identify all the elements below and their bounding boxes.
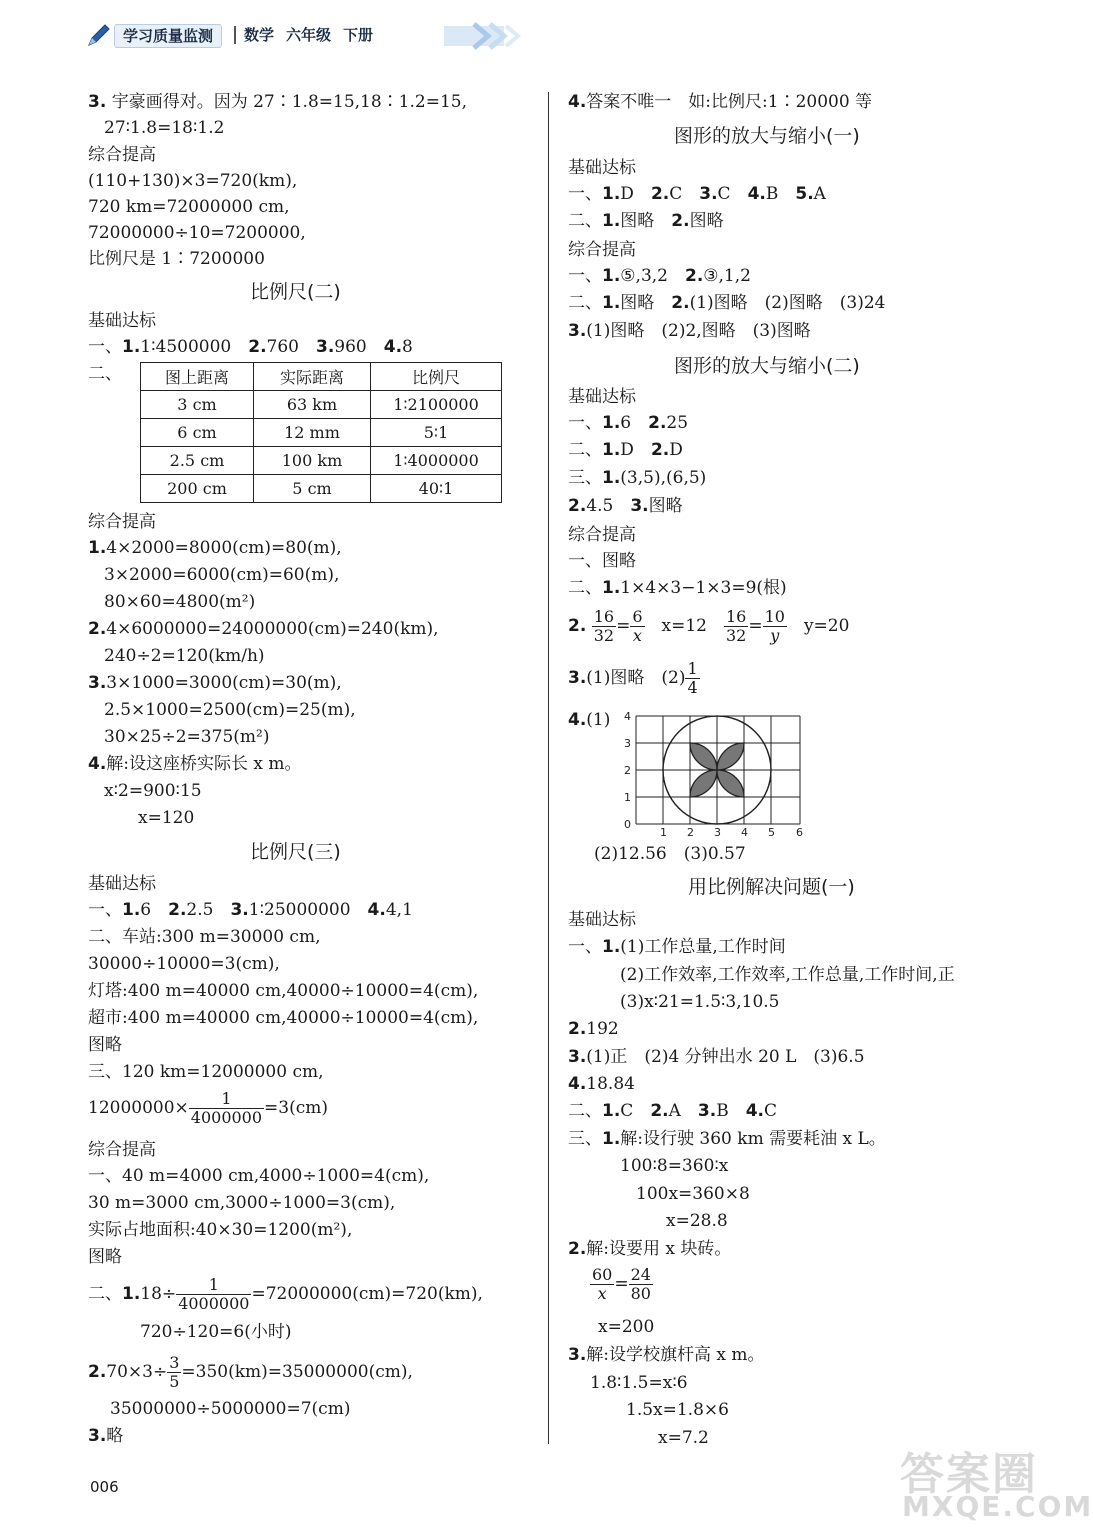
answer-line: 72000000÷10=7200000,	[88, 223, 306, 243]
answer-line: 2.4.5 3.图略	[568, 496, 683, 516]
answer-line: 二、1.1×4×3−1×3=9(根)	[568, 578, 787, 598]
answer-line: 图略	[88, 1035, 122, 1055]
watermark-logo: 答案圈	[900, 1449, 1038, 1500]
answer-line: (2)工作效率,工作效率,工作总量,工作时间,正	[620, 965, 955, 985]
answer-line: 三、120 km=12000000 cm,	[88, 1062, 324, 1082]
answer-line: 二、1.图略 2.(1)图略 (2)图略 (3)24	[568, 293, 886, 313]
y-tick-label: 0	[624, 818, 631, 831]
table-header: 图上距离	[141, 363, 254, 391]
answer-line: 1.8∶1.5=x∶6	[590, 1373, 688, 1393]
fraction: $\frac{24}{80}$	[630, 1265, 651, 1303]
section-title: 图形的放大与缩小(二)	[674, 355, 860, 377]
answer-line: 4.答案不唯一 如:比例尺:1∶20000 等	[568, 92, 873, 112]
x-tick-label: 4	[741, 826, 748, 839]
watermark-url: MXQE.COM	[902, 1490, 1093, 1523]
answer-line: 一、1.⑤,3,2 2.③,1,2	[568, 266, 751, 286]
answer-line: 二、	[88, 364, 122, 384]
answer-line: 30 m=3000 cm,3000÷1000=3(cm),	[88, 1193, 396, 1213]
answer-line: 2.4×6000000=24000000(cm)=240(km),	[88, 619, 439, 639]
section-title: 比例尺(三)	[250, 841, 341, 863]
section-label: 基础达标	[88, 311, 156, 331]
answer-line: 3.(1)图略 (2) $\frac{1}{4}$	[568, 659, 698, 697]
answer-line: 一、1.D 2.C 3.C 4.B 5.A	[568, 184, 826, 204]
answer-line: 30×25÷2=375(m²)	[104, 727, 270, 747]
section-title: 图形的放大与缩小(一)	[674, 125, 860, 147]
answer-line: 一、1.(1)工作总量,工作时间	[568, 937, 786, 957]
section-label: 基础达标	[568, 387, 636, 407]
x-tick-label: 2	[687, 826, 694, 839]
answer-line: 3.(1)图略 (2)2,图略 (3)图略	[568, 321, 811, 341]
arrow-decoration-icon	[444, 20, 524, 52]
answer-line: 3.解:设学校旗杆高 x m。	[568, 1345, 765, 1365]
section-label: 基础达标	[568, 910, 636, 930]
x-tick-label: 3	[714, 826, 721, 839]
table-cell: 5 cm	[254, 475, 371, 503]
x-tick-label: 1	[660, 826, 667, 839]
answer-line: 3.(1)正 (2)4 分钟出水 20 L (3)6.5	[568, 1047, 865, 1067]
answer-line: 超市:400 m=40000 cm,40000÷10000=4(cm),	[88, 1008, 479, 1028]
answer-line: 一、图略	[568, 551, 636, 571]
answer-line: 比例尺是 1∶7200000	[88, 249, 265, 269]
fraction: $\frac{60}{x}$	[592, 1265, 613, 1303]
table-cell: 200 cm	[141, 475, 254, 503]
series-title: 学习质量监测	[114, 24, 222, 48]
answer-line: 3×2000=6000(cm)=60(m),	[104, 565, 340, 585]
grid-figure	[620, 708, 820, 838]
table-row	[141, 391, 502, 419]
answer-line: 2.5×1000=2500(cm)=25(m),	[104, 700, 356, 720]
table-cell: 40∶1	[371, 475, 502, 503]
answer-line: 一、1.6 2.25	[568, 413, 689, 433]
table-cell: 100 km	[254, 447, 371, 475]
answer-line: 2. $\frac{16}{32}$ = $\frac{6}{x}$ x=12 $\frac{16}{32}$ = $\frac{10}{y}$ y=20	[568, 607, 850, 645]
y-tick-label: 2	[624, 764, 631, 777]
answer-line: 图略	[88, 1247, 122, 1267]
answer-line: 12000000× $\frac{1}{4000000}$ =3(cm)	[88, 1089, 329, 1127]
section-title: 比例尺(二)	[250, 281, 341, 303]
answer-line: 720 km=72000000 cm,	[88, 197, 290, 217]
table-header: 比例尺	[371, 363, 502, 391]
table-row	[141, 475, 502, 503]
answer-line: x=7.2	[658, 1428, 709, 1448]
answer-line: 240÷2=120(km/h)	[104, 646, 265, 666]
table-cell: 63 km	[254, 391, 371, 419]
answer-line: (2)12.56 (3)0.57	[594, 844, 746, 864]
answer-line: 三、1.解:设行驶 360 km 需要耗油 x L。	[568, 1129, 886, 1149]
header-divider	[234, 26, 236, 44]
answer-line: 2.192	[568, 1019, 619, 1039]
answer-line: 3.3×1000=3000(cm)=30(m),	[88, 673, 342, 693]
answer-line: 30000÷10000=3(cm),	[88, 954, 280, 974]
table-row	[141, 419, 502, 447]
y-tick-label: 4	[624, 710, 631, 723]
y-tick-label: 3	[624, 737, 631, 750]
table-cell: 6 cm	[141, 419, 254, 447]
scale-table	[140, 362, 502, 503]
answer-line: (3)x∶21=1.5∶3,10.5	[620, 992, 780, 1012]
answer-line: 二、1.C 2.A 3.B 4.C	[568, 1101, 777, 1121]
section-label: 基础达标	[88, 874, 156, 894]
page-number: 006	[90, 1478, 119, 1496]
fraction: $\frac{16}{32}$	[725, 607, 747, 645]
fraction: $\frac{1}{4000000}$	[190, 1089, 263, 1127]
section-label: 综合提高	[568, 525, 636, 545]
answer-line: 35000000÷5000000=7(cm)	[110, 1399, 351, 1419]
answer-line: 4.解:设这座桥实际长 x m。	[88, 754, 302, 774]
answer-line: 实际占地面积:40×30=1200(m²),	[88, 1220, 353, 1240]
fraction: $\frac{1}{4000000}$	[178, 1275, 250, 1313]
table-cell: 2.5 cm	[141, 447, 254, 475]
answer-line: 2.70×3÷ $\frac{3}{5}$ =350(km)=35000000(cm),	[88, 1353, 413, 1391]
answer-line: x=200	[598, 1317, 655, 1337]
fraction: $\frac{1}{4}$	[687, 659, 698, 697]
table-cell: 3 cm	[141, 391, 254, 419]
pen-icon	[86, 22, 112, 48]
column-divider	[548, 92, 549, 1444]
volume-label: 下册	[343, 26, 374, 44]
answer-line: 一、1.6 2.2.5 3.1∶25000000 4.4,1	[88, 900, 413, 920]
grade-label: 六年级	[286, 26, 332, 44]
fraction: $\frac{10}{y}$	[764, 607, 785, 645]
y-tick-label: 1	[624, 791, 631, 804]
book-info	[244, 24, 385, 46]
answer-line: 100x=360×8	[636, 1184, 750, 1204]
subject-label: 数学	[244, 26, 275, 44]
section-title: 用比例解决问题(一)	[688, 876, 855, 898]
answer-line: x=120	[138, 808, 195, 828]
answer-line: 2.解:设要用 x 块砖。	[568, 1239, 732, 1259]
answer-line: 100∶8=360∶x	[620, 1156, 729, 1176]
answer-line: x∶2=900∶15	[104, 781, 202, 801]
page-header	[86, 20, 546, 52]
table-header: 实际距离	[254, 363, 371, 391]
answer-line: 3. 宇豪画得对。因为 27∶1.8=15,18∶1.2=15,	[88, 92, 468, 112]
answer-line: 4.18.84	[568, 1074, 635, 1094]
answer-line: 3.略	[88, 1426, 124, 1446]
section-label: 基础达标	[568, 158, 636, 178]
answer-line: (110+130)×3=720(km),	[88, 171, 298, 191]
answer-line: 4.(1)	[568, 710, 611, 730]
answer-line: 灯塔:400 m=40000 cm,40000÷10000=4(cm),	[88, 981, 479, 1001]
table-cell: 1∶4000000	[371, 447, 502, 475]
fraction: $\frac{3}{5}$	[169, 1353, 180, 1391]
table-cell: 1∶2100000	[371, 391, 502, 419]
section-label: 综合提高	[568, 240, 636, 260]
x-tick-label: 6	[796, 826, 803, 839]
answer-line: 1.5x=1.8×6	[626, 1400, 729, 1420]
table-cell: 5∶1	[371, 419, 502, 447]
section-label: 综合提高	[88, 1140, 156, 1160]
section-label: 综合提高	[88, 512, 156, 532]
answer-line: 二、车站:300 m=30000 cm,	[88, 927, 321, 947]
answer-line: 720÷120=6(小时)	[140, 1322, 292, 1342]
answer-line: 27∶1.8=18∶1.2	[104, 118, 225, 138]
answer-line: 二、1.D 2.D	[568, 440, 683, 460]
section-label: 综合提高	[88, 145, 156, 165]
answer-line: 三、1.(3,5),(6,5)	[568, 468, 707, 488]
answer-line: 80×60=4800(m²)	[104, 592, 256, 612]
answer-line: 二、1.图略 2.图略	[568, 211, 724, 231]
answer-line: x=28.8	[666, 1211, 728, 1231]
table-header-row	[141, 363, 502, 391]
answer-line: $\frac{60}{x}$ = $\frac{24}{80}$	[592, 1265, 651, 1303]
answer-line: 一、1.1∶4500000 2.760 3.960 4.8	[88, 337, 413, 357]
table-cell: 12 mm	[254, 419, 371, 447]
x-tick-label: 5	[768, 826, 775, 839]
table-row	[141, 447, 502, 475]
fraction: $\frac{16}{32}$	[593, 607, 615, 645]
fraction: $\frac{6}{x}$	[632, 607, 643, 645]
answer-line: 二、1.18÷ $\frac{1}{4000000}$ =72000000(cm)=720(km),	[88, 1275, 483, 1313]
answer-line: 一、40 m=4000 cm,4000÷1000=4(cm),	[88, 1166, 430, 1186]
answer-line: 1.4×2000=8000(cm)=80(m),	[88, 538, 342, 558]
